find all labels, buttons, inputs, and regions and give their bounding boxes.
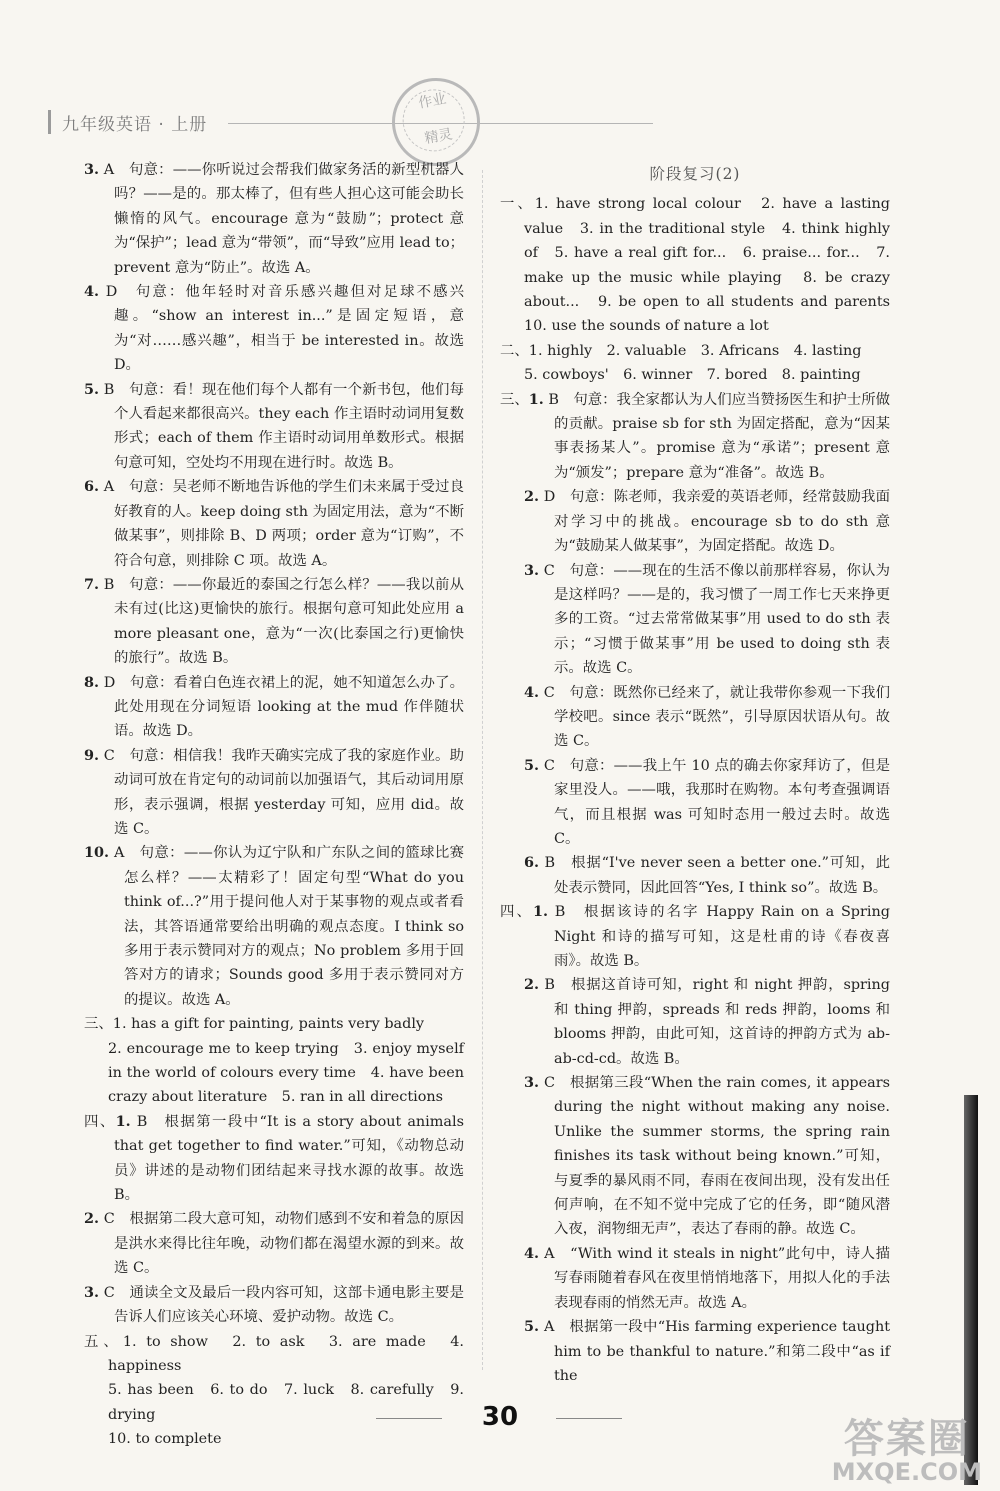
stamp-text-bottom: 精灵 bbox=[423, 126, 454, 148]
section-two-line: 5. cowboys' 6. winner 7. bored 8. painting bbox=[524, 367, 861, 384]
page-number-rule-right bbox=[556, 1418, 622, 1419]
section-four-item: 3. C 根据第三段“When the rain comes, it appears during the night without making any noise. Unlike the summer storms, the spring rain finishes its task without being known.”可知，与夏季的暴风雨不同，春雨在夜间出现，没有发出任何声响，在不知不觉中完成了它的任务，即“随风潜入夜，润物细无声”，表达了春雨的静。故选 C。 bbox=[524, 1074, 890, 1238]
answer-item: 4. D 句意：他年轻时对音乐感兴趣但对足球不感兴趣。“show an interest in...”是固定短语，意为“对……感兴趣”，相当于 be interested in。故选 D。 bbox=[84, 283, 464, 374]
answer-item: 8. D 句意：看着白色连衣裙上的泥，她不知道怎么办了。此处用现在分词短语 looking at the mud 作伴随状语。故选 D。 bbox=[84, 673, 464, 740]
left-column bbox=[84, 158, 464, 1452]
answer-item: 9. C 句意：相信我！我昨天确实完成了我的家庭作业。助动词可放在肯定句的动词前以加强语气，其后动词用原形，表示强调，根据 yesterday 可知，应用 did。故选 C。 bbox=[84, 746, 464, 837]
column-divider bbox=[482, 170, 483, 1370]
section-five-line: 10. to complete bbox=[108, 1431, 222, 1448]
section-four-item: 3. C 通读全文及最后一段内容可知，这部卡通电影主要是告诉人们应该关心环境、爱护动物。故选 C。 bbox=[84, 1283, 464, 1326]
header-bar bbox=[48, 110, 51, 134]
section-three-item: 三、1. B 句意：我全家都认为人们应当赞扬医生和护士所做的贡献。praise sb for sth 为固定搭配，意为“因某事表扬某人”。promise 意为“承诺”；present 意为“颁发”；prepare 意为“准备”。故选 B。 bbox=[500, 390, 890, 481]
section-three-item: 2. D 句意：陈老师，我亲爱的英语老师，经常鼓励我面对学习中的挑战。encourage sb to do sth 意为“鼓励某人做某事”，为固定搭配。故选 D。 bbox=[524, 488, 890, 555]
answer-item: 10. A 句意：——你认为辽宁队和广东队之间的篮球比赛怎么样？——太精彩了！固定句型“What do you think of...?”用于提问他人对于某事物的观点或者看法，其答语通常要给出明确的观点态度。I think so 多用于表示赞同对方的观点；No problem 多用于回答对方的请求；Sounds good 多用于表示赞同对方的提议。故选 A。 bbox=[84, 844, 464, 1008]
section-four-item: 四、1. B 根据该诗的名字 Happy Rain on a Spring Night 和诗的描写可知，这是杜甫的诗《春夜喜雨》。故选 B。 bbox=[500, 903, 890, 969]
answer-item: 5. B 句意：看！现在他们每个人都有一个新书包，他们每个人看起来都很高兴。they each 作主语时动词用复数形式；each of them 作主语时动词用单数形式。根据句意可知，空处均不用现在进行时。故选 B。 bbox=[84, 380, 464, 471]
answer-item: 7. B 句意：——你最近的泰国之行怎么样？——我以前从未有过(比这)更愉快的旅行。根据句意可知此处应用 a more pleasant one，意为“一次(比泰国之行)更愉快的旅行”。故选 B。 bbox=[84, 575, 464, 667]
section-four-item: 5. A 根据第一段中“His farming experience taught him to be thankful to nature.”和第二段中“as if the bbox=[524, 1318, 890, 1384]
section-four-item: 2. C 根据第二段大意可知，动物们感到不安和着急的原因是洪水来得比往年晚，动物们都在渴望水源的到来。故选 C。 bbox=[84, 1210, 464, 1277]
section-five: 五、1. to show 2. to ask 3. are made 4. happiness bbox=[84, 1333, 464, 1374]
section-four-item: 4. A “With wind it steals in night”此句中，诗人描写春雨随着春风在夜里悄悄地落下，用拟人化的手法表现春雨的悄然无声。故选 A。 bbox=[524, 1244, 890, 1311]
watermark-url: MXQE.COM bbox=[831, 1457, 982, 1486]
header-title: 九年级英语 · 上册 bbox=[62, 115, 208, 135]
section-three-item: 5. C 句意：——我上午 10 点的确去你家拜访了，但是家里没人。——哦，我那时在购物。本句考查强调语气，而且根据 was 可知时态用一般过去时。故选 C。 bbox=[524, 756, 890, 847]
right-column bbox=[500, 158, 905, 1388]
section-title: 阶段复习(2) bbox=[649, 165, 741, 183]
section-four-item: 2. B 根据这首诗可知，right 和 night 押韵，spring 和 thing 押韵，spreads 和 reds 押韵，looms 和 blooms 押韵，由此可知，这首诗的押韵方式为 ab-ab-cd-cd。故选 B。 bbox=[524, 976, 890, 1067]
answer-item: 3. A 句意：——你听说过会帮我们做家务活的新型机器人吗？——是的。那太棒了，但有些人担心这可能会助长懒惰的风气。encourage 意为“鼓励”；protect 意为“保护”；lead 意为“带领”，而“导致”应用 lead to；prevent 意为“防止”。故选 A。 bbox=[84, 161, 464, 276]
section-five-line: 5. has been 6. to do 7. luck 8. carefully 9. drying bbox=[108, 1382, 464, 1423]
section-three: 三、1. has a gift for painting, paints very badly bbox=[84, 1016, 425, 1033]
running-header bbox=[48, 108, 608, 138]
answer-item: 6. A 句意：吴老师不断地告诉他的学生们未来属于受过良好教育的人。keep doing sth 为固定用法，意为“不断做某事”，则排除 B、D 两项；order 意为“订购”，不符合句意，则排除 C 项。故选 A。 bbox=[84, 478, 464, 569]
section-three-item: 6. B 根据“I've never seen a better one.”可知，此处表示赞同，因此回答“Yes, I think so”。故选 B。 bbox=[524, 854, 890, 896]
watermark-logo bbox=[831, 1415, 982, 1486]
section-three-cont: 2. encourage me to keep trying 3. enjoy myself in the world of colours every time 4. have been crazy about literature 5. ran in all directions bbox=[108, 1040, 464, 1106]
stamp-text-top: 作业 bbox=[417, 91, 448, 112]
section-one: 一、1. have strong local colour 2. have a lasting value 3. in the traditional style 4. think highly of 5. have a real gift for... 6. praise... for... 7. make up the music while playing 8. be crazy about... 9. be open to all students and parents 10. use the sounds of nature a lot bbox=[500, 196, 905, 335]
section-three-item: 3. C 句意：——现在的生活不像以前那样容易，你认为是这样吗？——是的，我习惯了一周工作七天来挣更多的工资。“过去常常做某事”用 used to do sth 表示；“习惯于做某事”用 be used to doing sth 表示。故选 C。 bbox=[524, 561, 890, 677]
section-three-item: 4. C 句意：既然你已经来了，就让我带你参观一下我们学校吧。since 表示“既然”，引导原因状语从句。故选 C。 bbox=[524, 683, 890, 750]
watermark-text: 答案圈 bbox=[843, 1415, 970, 1462]
page-number: 30 bbox=[481, 1402, 519, 1432]
section-two: 二、1. highly 2. valuable 3. Africans 4. lasting bbox=[500, 342, 862, 359]
section-four-item: 四、1. B 根据第一段中“It is a story about animals that get together to find water.”可知，《动物总动员》讲述的是动物们团结起来寻找水源的故事。故选 B。 bbox=[84, 1112, 464, 1204]
